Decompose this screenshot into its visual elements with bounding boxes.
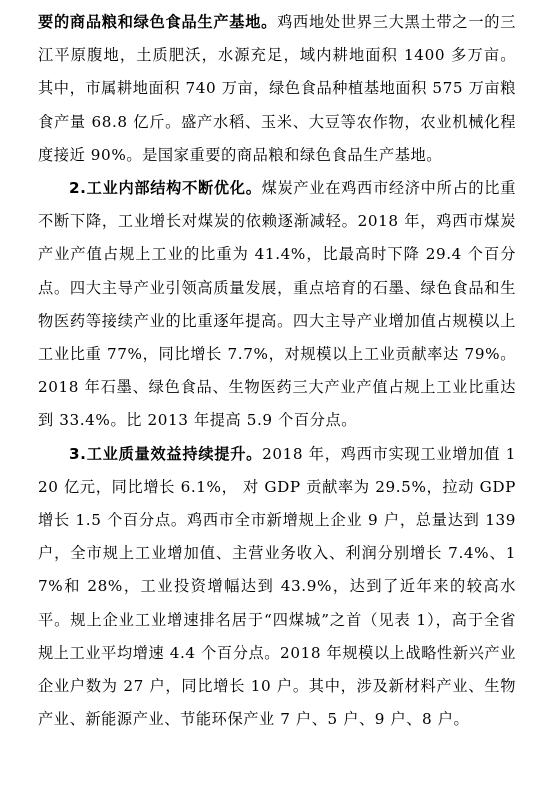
paragraph-body: 2018 年，鸡西市实现工业增加值 120 亿元，同比增长 6.1%， 对 GDP 贡献率为 29.5%，拉动 GDP 增长 1.5 个百分点。鸡西市全市新增规上企业 9 户，总量达到 139 户，全市规上工业增加值、主营业务收入、利润分别增长 7.4%、17%和 28%，工业投资增幅达到 43.9%，达到了近年来的较高水平。规上企业工业增速排名居于“四煤城”之首（见表 1），高于全省规上工业平均增速 4.4 个百分点。2018 年规模以上战略性新兴产业企业户数为 27 户，同比增长 10 户。其中，涉及新材料产业、生物产业、新能源产业、节能环保产业 7 户、5 户、9 户、8 户。 [38, 444, 516, 729]
paragraph-heading: 要的商品粮和绿色食品生产基地。 [38, 13, 278, 31]
paragraph-grain-base [38, 6, 516, 172]
paragraph-industrial-structure [38, 172, 516, 438]
paragraph-body: 煤炭产业在鸡西市经济中所占的比重不断下降，工业增长对煤炭的依赖逐渐减轻。2018 年，鸡西市煤炭产业产值占规上工业的比重为 41.4%，比最高时下降 29.4 个百分点。四大主导产业引领高质量发展，重点培育的石墨、绿色食品和生物医药等接续产业的比重逐年提高。四大主导产业增加值占规模以上工业比重 77%，同比增长 7.7%，对规模以上工业贡献率达 79%。2018 年石墨、绿色食品、生物医药三大产业产值占规上工业比重达到 33.4%。比 2013 年提高 5.9 个百分点。 [38, 179, 516, 430]
paragraph-industrial-quality [38, 438, 516, 737]
paragraph-heading: 2.工业内部结构不断优化。 [69, 179, 262, 198]
paragraph-body: 鸡西地处世界三大黑土带之一的三江平原腹地，土质肥沃，水源充足，域内耕地面积 1400 多万亩。其中，市属耕地面积 740 万亩，绿色食品种植基地面积 575 万亩粮食产量 68.8 亿斤。盛产水稻、玉米、大豆等农作物，农业机械化程度接近 90%。是国家重要的商品粮和绿色食品生产基地。 [38, 13, 517, 164]
paragraph-heading: 3.工业质量效益持续提升。 [69, 444, 263, 463]
